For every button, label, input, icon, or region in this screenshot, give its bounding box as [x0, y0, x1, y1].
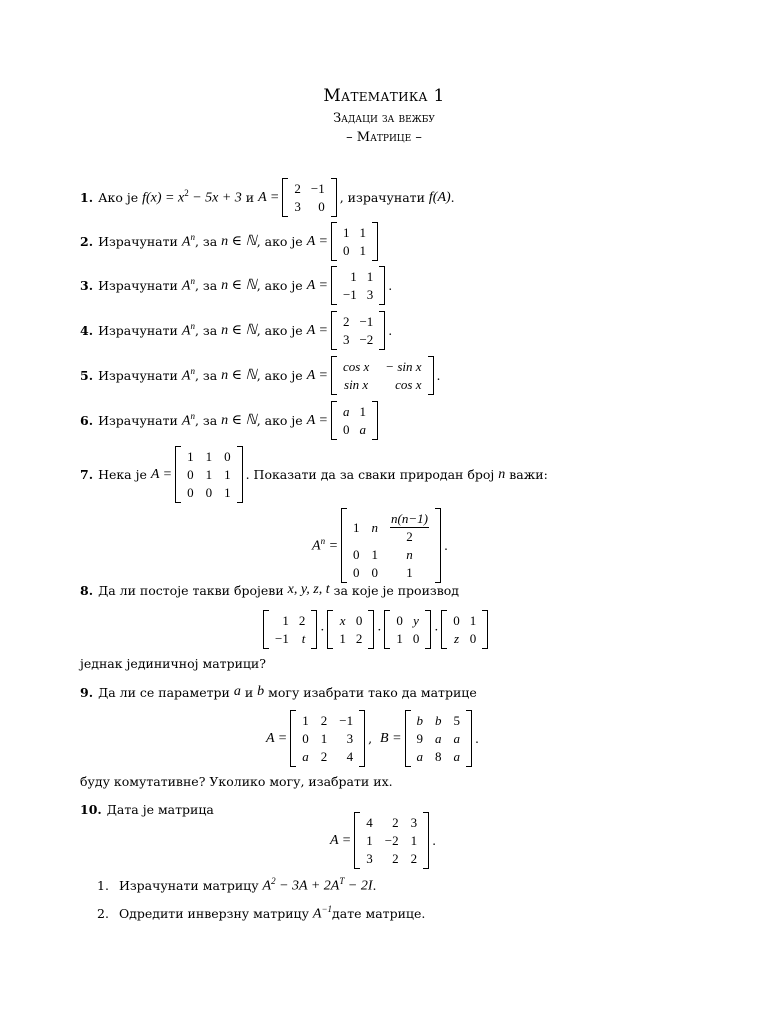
problem-8-after: једнак јединичној матрици?: [80, 656, 266, 671]
problem-8: 8. Да ли постоје такви бројеви x, y, z, t за које је производ: [80, 582, 459, 598]
matrix-an: 1 n $\frac{n(n-1)}{2}$ 0 1 n 0 0 1: [341, 508, 441, 583]
page-subtitle: Задаци за вежбу: [333, 111, 435, 126]
matrix-a: 2 −1 3 −2: [331, 311, 385, 350]
matrix-1: 1 2 −1 t: [263, 610, 317, 649]
matrix-a: 1 1 0 0 1 1 0 0 1: [175, 446, 243, 503]
problem-7-result: $A^n$ = 1 n $\frac{n(n-1)}{2}$ 0 1 n 0 0 1 .: [312, 508, 448, 583]
problem-10-matrix: A = 4 2 3 1 −2 1 3 2 2 .: [330, 812, 436, 869]
problem-6: 6. Израчунати $A^n$ , за n ∈ ℕ , ако је A = a 1 0 a: [80, 401, 381, 440]
problem-9-matrices: A = 1 2 −1 0 1 3 a 2 4 , B = b b 5 9 a a a 8 a .: [266, 710, 479, 767]
matrix-2: x 0 1 2: [327, 610, 374, 649]
problem-8-product: 1 2 −1 t · x 0 1 2 · 0 y 1 0 · 0 1 z 0: [260, 610, 491, 649]
matrix-a: 1 1 0 1: [331, 222, 378, 261]
matrix-a: a 1 0 a: [331, 401, 378, 440]
problem-2: 2. Израчунати $A^n$ , за n ∈ ℕ , ако је A = 1 1 0 1: [80, 222, 381, 261]
problem-4: 4. Израчунати $A^n$ , за n ∈ ℕ , ако је A = 2 −1 3 −2 .: [80, 311, 392, 350]
function-f: $f(x) = x^2 - 5x + 3$: [142, 188, 242, 206]
matrix-a: 2 −1 3 0: [282, 178, 336, 217]
problem-3: 3. Израчунати $A^n$ , за n ∈ ℕ , ако је A = 1 1 −1 3 .: [80, 266, 392, 305]
problem-9-after: буду комутативне? Уколико могу, изабрати их.: [80, 774, 393, 789]
matrix-a: cos x − sin x sin x cos x: [331, 356, 434, 395]
problem-10: 10. Дата је матрица: [80, 802, 214, 817]
problem-number: 1.: [80, 190, 94, 205]
matrix-3: 0 y 1 0: [384, 610, 431, 649]
problem-10-item-2: 2. Одредити инверзну матрицу $A^{-1}$ дате матрице.: [97, 904, 426, 922]
problem-9: 9. Да ли се параметри a и b могу изабрати тако да матрице: [80, 684, 477, 700]
matrix-a: 1 2 −1 0 1 3 a 2 4: [290, 710, 365, 767]
matrix-a: 1 1 −1 3: [331, 266, 385, 305]
problem-10-item-1: 1. Израчунати матрицу $A^2 - 3A + 2A^T - 2I$ .: [97, 876, 377, 894]
matrix-4: 0 1 z 0: [441, 610, 488, 649]
matrix-b: b b 5 9 a a a 8 a: [405, 710, 473, 767]
matrix-a: 4 2 3 1 −2 1 3 2 2: [354, 812, 429, 869]
page-topic: – Матрице –: [346, 130, 422, 145]
problem-1: 1. Ако је $f(x) = x^2 - 5x + 3$ и A = 2 −1 3 0 , израчунати f(A) .: [80, 178, 455, 217]
problem-5: 5. Израчунати $A^n$ , за n ∈ ℕ , ако је A = cos x − sin x sin x cos x .: [80, 356, 441, 395]
page-title: Математика 1: [323, 86, 445, 106]
problem-7: 7. Нека је A = 1 1 0 0 1 1 0 0 1 . Показати да за сваки природан број n важи:: [80, 446, 548, 503]
